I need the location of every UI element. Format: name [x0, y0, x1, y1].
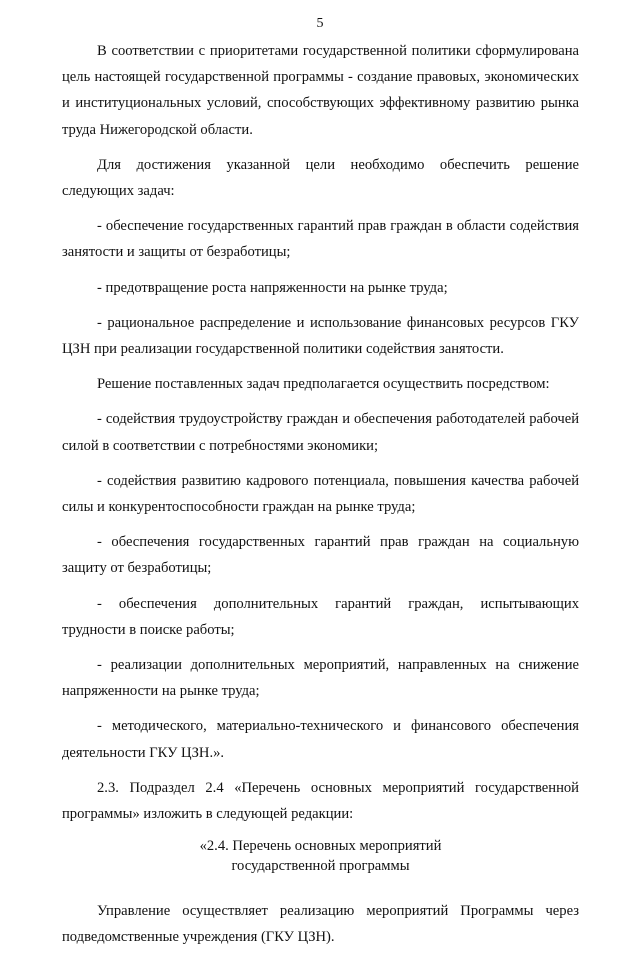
paragraph-means-additional: - обеспечения дополнительных гарантий граждан, испытывающих трудности в поиске работы; [62, 595, 579, 638]
paragraph-goal: В соответствии с приоритетами государственной политики сформулирована цель настоящей государственной программы - создание правовых, экономических и институциональных условий, способствующих эффективному развитию рынка труда Нижегородской области. [62, 43, 579, 138]
paragraph-task-tension: - предотвращение роста напряженности на рынке труда; [97, 279, 448, 296]
paragraph-section-2-3: 2.3. Подраздел 2.4 «Перечень основных мероприятий государственной программы» изложить в следующей редакции: [62, 779, 579, 823]
section-heading-line1: «2.4. Перечень основных мероприятий [199, 838, 442, 855]
paragraph-means-social: - обеспечения государственных гарантий прав граждан на социальную защиту от безработицы; [62, 534, 579, 577]
paragraph-means-personnel: - содействия развитию кадрового потенциала, повышения качества рабочей силы и конкурентоспособности граждан на рынке труда; [62, 472, 579, 516]
document-body [62, 38, 579, 960]
paragraph-task-finance: - рациональное распределение и использование финансовых ресурсов ГКУ ЦЗН при реализации государственной политики содействия занятости. [62, 314, 579, 358]
paragraph-means-measures: - реализации дополнительных мероприятий, направленных на снижение напряженности на рынке труда; [62, 657, 579, 700]
paragraph-means-support: - методического, материально-технического и финансового обеспечения деятельности ГКУ ЦЗН.». [62, 718, 579, 761]
page-number: 5 [316, 16, 324, 31]
paragraph-closing: Управление осуществляет реализацию мероприятий Программы через подведомственные учреждения (ГКУ ЦЗН). [62, 903, 579, 946]
paragraph-means-intro: Решение поставленных задач предполагается осуществить посредством: [97, 376, 550, 393]
section-heading [62, 836, 579, 876]
section-heading-line2: государственной программы [231, 858, 410, 875]
paragraph-means-employment: - содействия трудоустройству граждан и обеспечения работодателей рабочей силой в соответствии с потребностями экономики; [62, 411, 579, 454]
paragraph-task-guarantees: - обеспечение государственных гарантий прав граждан в области содействия занятости и защиты от безработицы; [62, 218, 579, 261]
paragraph-tasks-intro: Для достижения указанной цели необходимо обеспечить решение следующих задач: [62, 156, 579, 200]
